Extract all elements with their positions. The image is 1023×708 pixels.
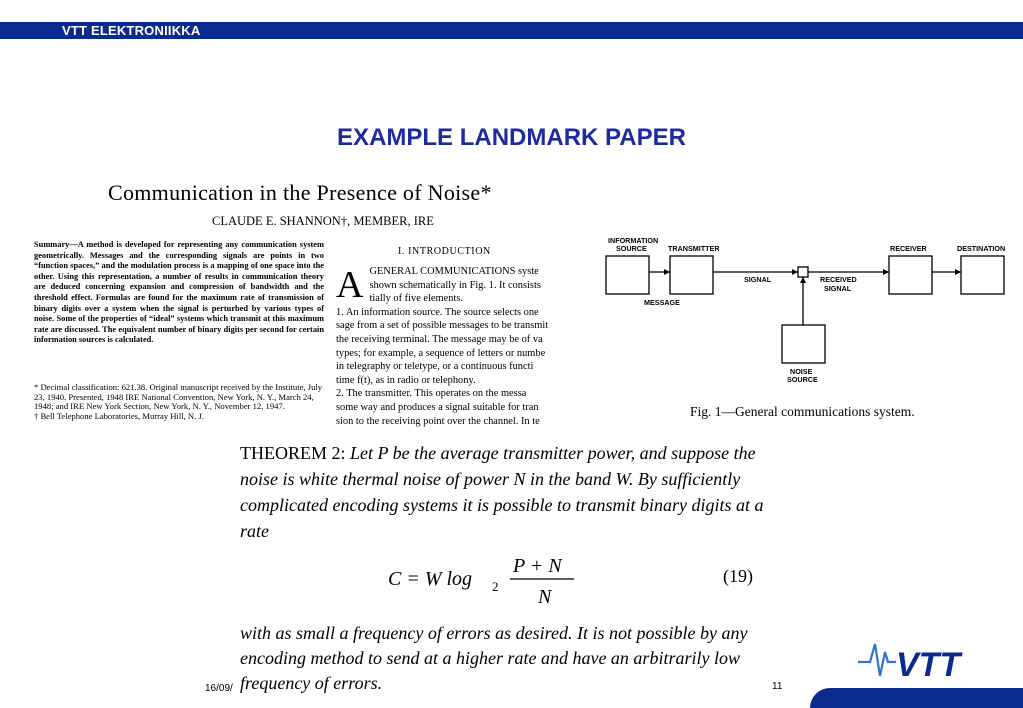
- logo-text: VTT: [896, 646, 961, 682]
- label-received-signal: SIGNAL: [824, 284, 852, 293]
- paper-footnotes: [34, 383, 324, 421]
- slide-title: EXAMPLE LANDMARK PAPER: [337, 124, 686, 151]
- vtt-logo: [856, 638, 978, 682]
- label-message: MESSAGE: [644, 298, 680, 307]
- paper-author: CLAUDE E. SHANNON†, MEMBER, IRE: [212, 214, 434, 228]
- noise-source-box: [782, 325, 825, 363]
- theorem-text: Let P be the average transmitter power, and suppose the noise is white thermal noise of power N in the band W. By sufficiently complicated encoding systems it is possible to transmit binary digits at a rate: [240, 443, 764, 541]
- channel-node: [798, 267, 808, 277]
- footer-band: [810, 688, 1023, 708]
- paper-scan: [30, 170, 605, 435]
- equation-lhs: C = W log: [388, 568, 473, 590]
- figure-caption: Fig. 1—General communications system.: [690, 404, 915, 419]
- body-line: some way and produces a signal suitable for tran: [336, 401, 539, 413]
- destination-box: [961, 256, 1004, 294]
- footer-date: 16/09/: [205, 683, 233, 694]
- label-signal: SIGNAL: [744, 275, 772, 284]
- label-noise-source: SOURCE: [787, 375, 818, 384]
- paper-summary: Summary—A method is developed for representing any communication system geometrically. Messages and the corresponding signals are points in two “function spaces,” and the modulation process is a mapping of one space into the other. Using this representation, a number of results in communication theory are deduced concerning expansion and compression of bandwidth and the threshold effect. Formulas are found for the maximum rate of transmission of binary digits over a system when the signal is perturbed by various types of noise. Some of the properties of “ideal” systems which transmit at this maximum rate are discussed. The equivalent number of binary digits per second for certain information sources is calculated.: [34, 240, 324, 345]
- body-line: 2. The transmitter. This operates on the messa: [336, 388, 527, 400]
- body-line: time f(t), as in radio or telephony.: [336, 374, 476, 386]
- paper-body: [336, 265, 598, 428]
- label-noise: NOISE: [790, 367, 813, 376]
- equation-denominator: N: [538, 586, 552, 608]
- theorem-continuation: with as small a frequency of errors as desired. It is not possible by any encoding method to send at a higher rate and have an arbitrarily low frequency of errors.: [240, 623, 748, 693]
- label-information: INFORMATION: [608, 236, 659, 245]
- capacity-equation: [388, 548, 588, 608]
- equation-number: (19): [723, 566, 753, 586]
- body-line: GENERAL COMMUNICATIONS syste: [369, 266, 539, 277]
- body-line: 1. An information source. The source selects one: [336, 306, 539, 318]
- footnote-classification: * Decimal classification: 621.38. Original manuscript received by the Institute, July 23, 1940. Presented, 1948 IRE National Convention, New York, N. Y., March 24, 1948; and IRE New York Section, New York, N. Y., November 12, 1947.: [34, 382, 323, 412]
- label-receiver: RECEIVER: [890, 244, 927, 253]
- body-line: in telegraphy or teletype, or a continuous functi: [336, 361, 534, 373]
- theorem-lead: THEOREM 2:: [240, 443, 346, 463]
- body-line: shown schematically in Fig. 1. It consists: [369, 279, 541, 291]
- body-line: the receiving terminal. The message may be of va: [336, 333, 543, 345]
- label-received: RECEIVED: [820, 275, 857, 284]
- body-line: types; for example, a sequence of letters or numbe: [336, 347, 546, 359]
- footnote-affiliation: † Bell Telephone Laboratories, Murray Hill, N. J.: [34, 410, 204, 421]
- header-bar: [0, 22, 1023, 39]
- equation-numerator: P + N: [513, 555, 562, 577]
- label-source: SOURCE: [616, 244, 647, 253]
- body-line: sage from a set of possible messages to be transmit: [336, 320, 549, 332]
- communication-block-diagram: [604, 234, 1022, 424]
- brand-name: VTT ELEKTRONIIKKA: [62, 23, 201, 38]
- equation-subscript: 2: [492, 579, 499, 594]
- equation-svg: [388, 548, 588, 608]
- information-source-box: [606, 256, 649, 294]
- paper-title: Communication in the Presence of Noise*: [108, 180, 492, 205]
- label-destination: DESTINATION: [957, 244, 1006, 253]
- theorem-statement: [240, 440, 765, 544]
- page-number: 11: [772, 681, 783, 692]
- section-heading: I. INTRODUCTION: [398, 246, 491, 257]
- body-line: sion to the receiving point over the channel. In te: [336, 415, 540, 427]
- drop-cap: A: [336, 265, 364, 306]
- label-transmitter: TRANSMITTER: [668, 244, 720, 253]
- receiver-box: [889, 256, 932, 294]
- body-line: tially of five elements.: [369, 293, 463, 305]
- transmitter-box: [670, 256, 713, 294]
- logo-pulse: [858, 644, 896, 676]
